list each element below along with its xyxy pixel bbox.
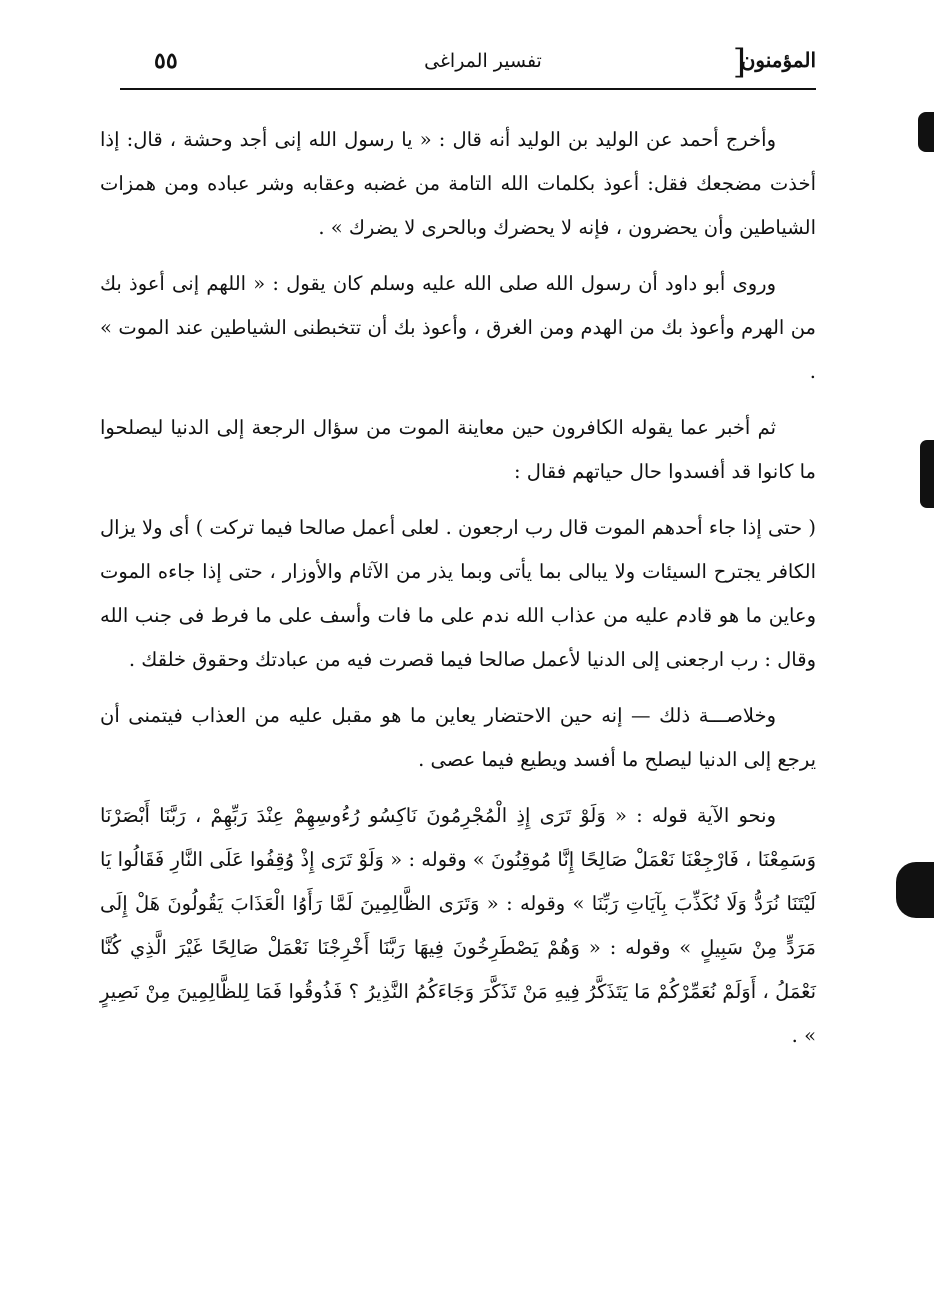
paragraph-1: وأخرج أحمد عن الوليد بن الوليد أنه قال : « يا رسول الله إنى أجد وحشة ، قال: إذا أخذت مضجعك فقل: أعوذ بكلمات الله التامة من غضبه وعقابه وشر عباده ومن همزات الشياطين وأن يحضرون ، فإنه لا يحضرك وبالحرى لا يضرك » .: [100, 128, 816, 239]
scan-edge-mark: [918, 112, 934, 152]
surah-name: المؤمنون: [740, 48, 816, 72]
paragraph-3: ثم أخبر عما يقوله الكافرون حين معاينة الموت من سؤال الرجعة إلى الدنيا ليصلحوا ما كانوا قد أفسدوا حال حياتهم فقال :: [100, 416, 816, 483]
header-rule: [120, 88, 816, 90]
header-bracket: ]: [732, 42, 746, 82]
page-header: [150, 42, 816, 82]
scan-edge-mark: [920, 440, 934, 508]
paragraph-4: ( حتى إذا جاء أحدهم الموت قال رب ارجعون . لعلى أعمل صالحا فيما تركت ) أى ولا يزال الكافر يجترح السيئات ولا يبالى بما يأتى وبما يذر من الآثام والأوزار ، حتى إذا جاءه الموت وعاين ما هو قادم عليه من عذاب الله ندم على ما فات وأسف على ما فرط فى جنب الله وقال : رب ارجعنى إلى الدنيا لأعمل صالحا فيما قصرت فيه من عبادتك وحقوق خلقك .: [100, 516, 816, 671]
paragraph-2: وروى أبو داود أن رسول الله صلى الله عليه وسلم كان يقول : « اللهم إنى أعوذ بك من الهرم وأعوذ بك من الهدم ومن الغرق ، وأعوذ بك أن تتخبطنى الشياطين عند الموت » .: [100, 272, 816, 383]
page-body: [100, 118, 816, 1070]
scan-edge-mark: [896, 862, 934, 918]
paragraph-6: ونحو الآية قوله : « وَلَوْ تَرَى إِذِ الْمُجْرِمُونَ نَاكِسُو رُءُوسِهِمْ عِنْدَ رَبِّهِمْ ، رَبَّنَا أَبْصَرْنَا وَسَمِعْنَا ، فَارْجِعْنَا نَعْمَلْ صَالِحًا إِنَّا مُوقِنُونَ » وقوله : « وَلَوْ تَرَى إِذْ وُقِفُوا عَلَى النَّارِ فَقَالُوا يَا لَيْتَنَا نُرَدُّ وَلَا نُكَذِّبَ بِآيَاتِ رَبِّنَا » وقوله : « وَتَرَى الظَّالِمِينَ لَمَّا رَأَوُا الْعَذَابَ يَقُولُونَ هَلْ إِلَى مَرَدٍّ مِنْ سَبِيلٍ » وقوله : « وَهُمْ يَصْطَرِخُونَ فِيهَا رَبَّنَا أَخْرِجْنَا نَعْمَلْ صَالِحًا غَيْرَ الَّذِي كُنَّا نَعْمَلُ ، أَوَلَمْ نُعَمِّرْكُمْ مَا يَتَذَكَّرُ فِيهِ مَنْ تَذَكَّرَ وَجَاءَكُمُ النَّذِيرُ ؟ فَذُوقُوا فَمَا لِلظَّالِمِينَ مِنْ نَصِيرٍ » .: [100, 804, 816, 1047]
page-number: ٥٥: [154, 48, 178, 74]
paragraph-5: وخلاصـــة ذلك — إنه حين الاحتضار يعاين ما هو مقبل عليه من العذاب فيتمنى أن يرجع إلى الدنيا ليصلح ما أفسد ويطيع فيما عصى .: [100, 704, 816, 771]
book-title: تفسير المراغى: [424, 50, 542, 72]
